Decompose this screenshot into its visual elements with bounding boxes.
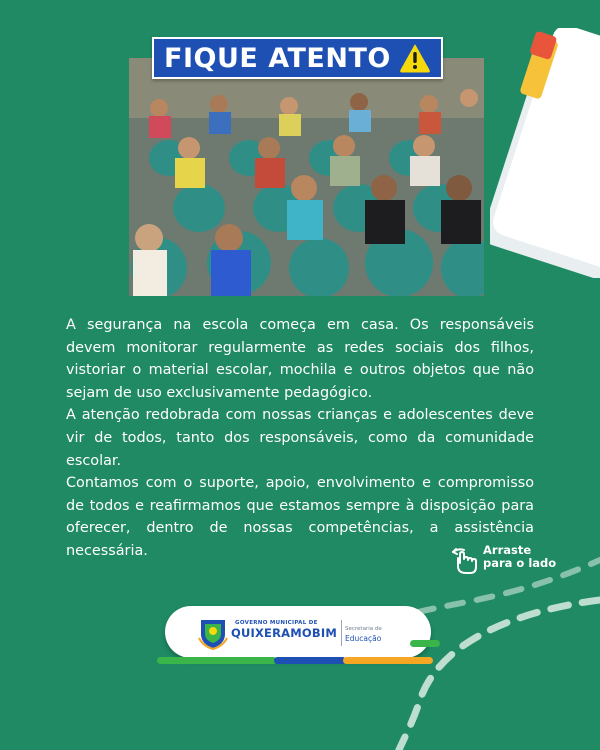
stripe-orange	[343, 657, 433, 664]
stripe-green-left	[157, 657, 277, 664]
logo-sec-big: Educação	[345, 634, 382, 643]
paragraph-3: Contamos com o suporte, apoio, envolvimento e compromisso de todos e reafirmamos que estamos sempre à disposição para oferecer, dentro de nossas competências, a assistência necessária.	[66, 475, 534, 559]
paragraph-1: A segurança na escola começa em casa. Os responsáveis devem monitorar regularmente as redes sociais dos filhos, vistoriar o material escolar, mochila e outros objetos que não sejam de uso exclusivamente pedagógico.	[66, 317, 534, 401]
audience-photo	[129, 58, 484, 296]
fique-atento-banner	[152, 37, 443, 79]
warning-icon	[399, 43, 431, 73]
logo-pill	[165, 606, 431, 658]
stripe-blue	[274, 657, 346, 664]
swipe-hand-icon	[450, 546, 480, 576]
logo-sec-small: Secretaria de	[345, 626, 382, 632]
paragraph-2: A atenção redobrada com nossas crianças e adolescentes deve vir de todos, tanto dos responsáveis, como da comunidade escolar.	[66, 407, 534, 469]
swipe-label	[483, 544, 556, 570]
stripe-green-right	[410, 640, 440, 647]
logo-gov-big: QUIXERAMOBIM	[231, 626, 337, 640]
swipe-label-line2: para o lado	[483, 556, 557, 570]
swipe-hint[interactable]	[450, 544, 556, 576]
banner-title: FIQUE ATENTO	[164, 42, 391, 74]
city-crest-icon	[197, 616, 229, 650]
logo-divider	[341, 620, 342, 646]
swipe-label-line1: Arraste	[483, 543, 532, 557]
body-text	[66, 314, 534, 563]
notebook-decoration	[490, 28, 600, 278]
logo-gov-small: GOVERNO MUNICIPAL DE	[235, 620, 318, 626]
